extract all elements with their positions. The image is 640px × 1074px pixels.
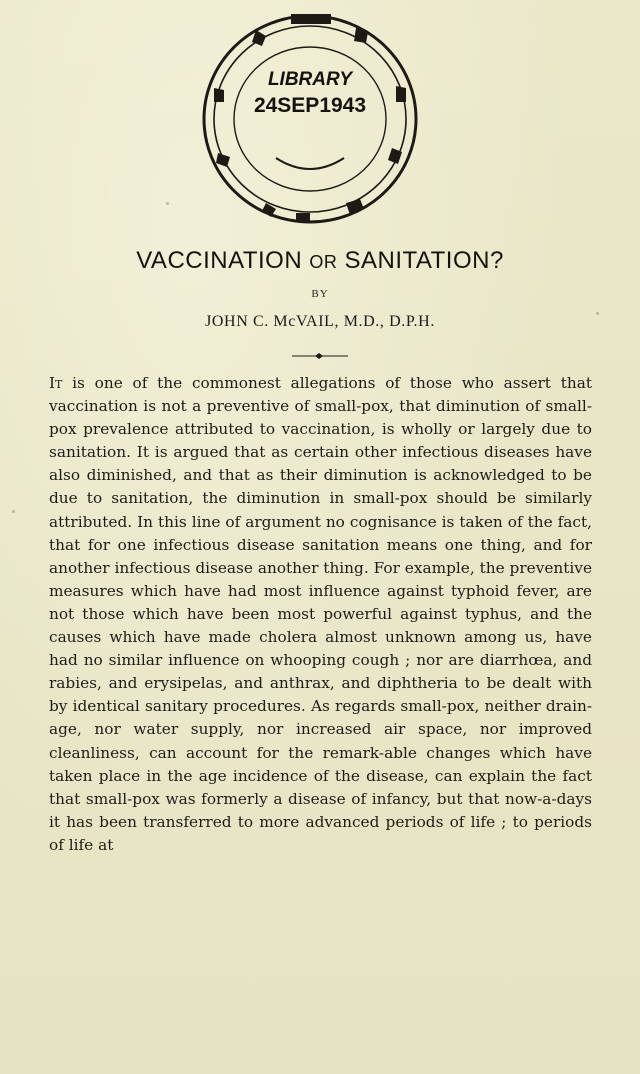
library-stamp — [196, 8, 424, 230]
title-part-sanitation: SANITATION? — [344, 247, 504, 274]
title-part-vaccination: VACCINATION — [136, 247, 303, 274]
paper-speck — [166, 202, 169, 205]
body-lead-word: It — [49, 374, 63, 392]
paper-speck — [596, 312, 599, 315]
stamp-date: 24SEP1943 — [253, 94, 367, 117]
paper-speck — [12, 510, 15, 513]
ornamental-rule — [290, 352, 350, 360]
body-text: is one of the commonest allegations of those who assert that vaccination is not a preventive of small-pox, that diminution of small-pox prevalence attributed to vaccination, is wholly or largely due to sanitation. It is argued that as certain other infectious diseases have also diminished, and that as their diminution is acknowledged to be due to sanitation, the diminution in small-pox should be similarly attributed. In this line of argument no cognisance is taken of the fact, that for one infectious disease sanitation means one thing, and for another infectious disease another thing. For example, the preventive measures which have had most influence against typhoid fever, are not those which have been most powerful against typhus, and the causes which have made cholera almost unknown among us, have had no similar influence on whooping cough ; nor are diarrhœa, and rabies, and erysipelas, and anthrax, and diphtheria to be dealt with by identical sanitary procedures. As regards small-pox, neither drain-age, nor water supply, nor increased air space, nor improved cleanliness, can account for the remark-able changes which have taken place in the age incidence of the disease, can explain the fact that small-pox was formerly a disease of infancy, but that now-a-days it has been transferred to more advanced periods of life ; to periods of life at — [49, 374, 592, 854]
stamp-label: LIBRARY — [267, 69, 353, 90]
title-connector-or: OR — [309, 252, 338, 272]
byline: BY — [311, 288, 329, 300]
article-title — [0, 247, 640, 275]
body-paragraph — [49, 372, 592, 857]
author-name: JOHN C. McVAIL, M.D., D.P.H. — [205, 313, 435, 330]
